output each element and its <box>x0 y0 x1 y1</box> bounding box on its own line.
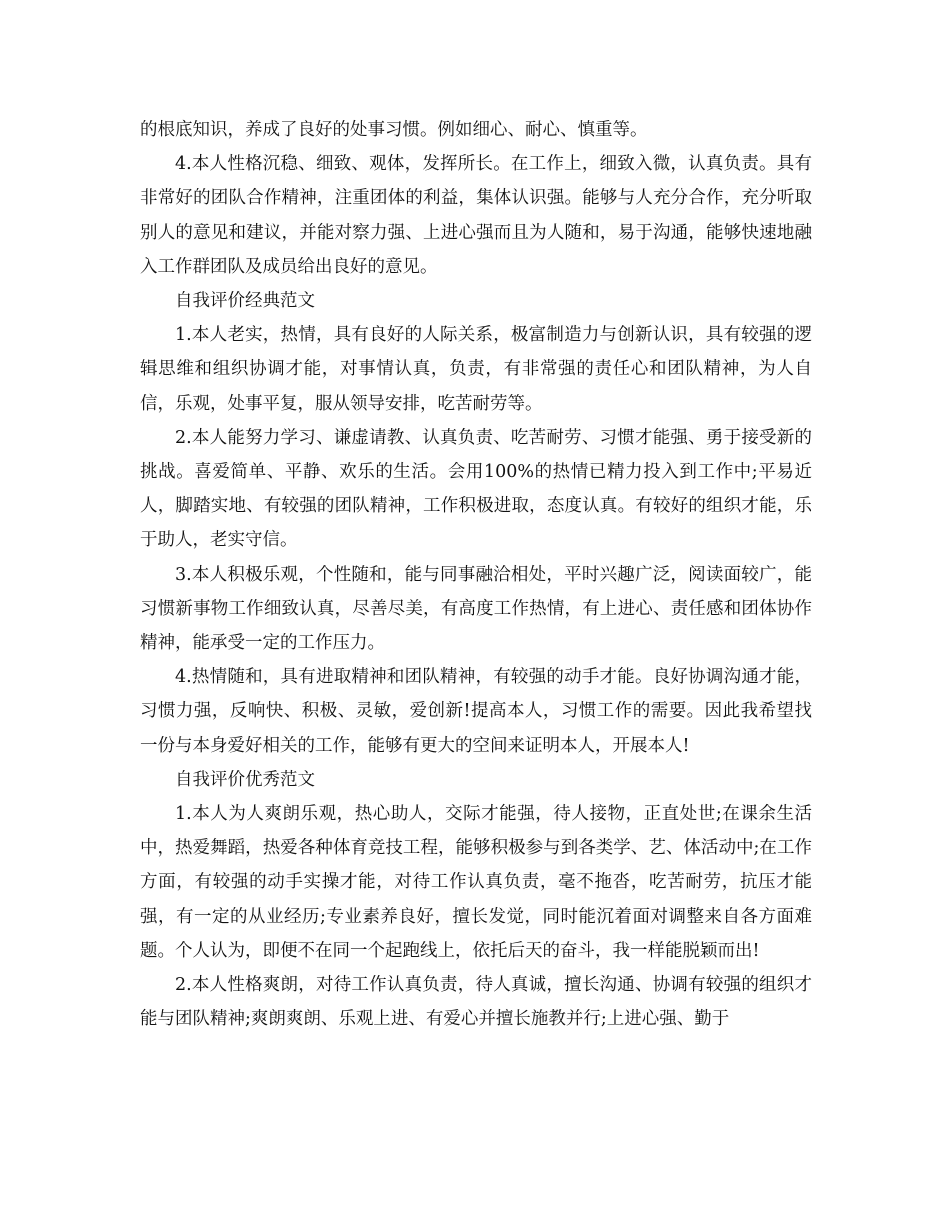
paragraph-item-4-personality: 4.本人性格沉稳、细致、观体，发挥所长。在工作上，细致入微，认真负责。具有非常好的团队合作精神，注重团体的利益，集体认识强。能够与人充分合作，充分听取别人的意见和建议，并能对察力强、上进心强而且为人随和，易于沟通，能够快速地融入工作群团队及成员给出良好的意见。 <box>140 154 812 277</box>
document-body <box>140 113 812 1036</box>
paragraph-excellent-2: 2.本人性格爽朗，对待工作认真负责，待人真诚，擅长沟通、协调有较强的组织才能与团队精神;爽朗爽朗、乐观上进、有爱心并擅长施教并行;上进心强、勤于 <box>140 975 812 1030</box>
paragraph-classic-4: 4.热情随和，具有进取精神和团队精神，有较强的动手才能。良好协调沟通才能，习惯力强，反响快、积极、灵敏，爱创新!提高本人，习惯工作的需要。因此我希望找一份与本身爱好相关的工作，能够有更大的空间来证明本人，开展本人! <box>140 667 812 756</box>
paragraph-classic-1: 1.本人老实，热情，具有良好的人际关系，极富制造力与创新认识，具有较强的逻辑思维和组织协调才能，对事情认真，负责，有非常强的责任心和团队精神，为人自信，乐观，处事平复，服从领导安排，吃苦耐劳等。 <box>140 325 812 414</box>
paragraph-continuation: 的根底知识，养成了良好的处事习惯。例如细心、耐心、慎重等。 <box>140 120 648 140</box>
section-heading-excellent: 自我评价优秀范文 <box>175 769 315 790</box>
paragraph-classic-3: 3.本人积极乐观，个性随和，能与同事融洽相处，平时兴趣广泛，阅读面较广，能习惯新事物工作细致认真，尽善尽美，有高度工作热情，有上进心、责任感和团体协作精神，能承受一定的工作压力。 <box>140 564 812 654</box>
paragraph-excellent-1: 1.本人为人爽朗乐观，热心助人，交际才能强，待人接物，正直处世;在课余生活中，热爱舞蹈，热爱各种体育竞技工程，能够积极参与到各类学、艺、体活动中;在工作方面，有较强的动手实操才能，对待工作认真负责，毫不拖沓，吃苦耐劳，抗压才能强，有一定的从业经历;专业素养良好，擅长发觉，同时能沉着面对调整来自各方面难题。个人认为，即便不在同一个起跑线上，依托后天的奋斗，我一样能脱颖而出! <box>140 804 812 961</box>
section-heading-classic: 自我评价经典范文 <box>175 291 315 312</box>
paragraph-classic-2: 2.本人能努力学习、谦虚请教、认真负责、吃苦耐劳、习惯才能强、勇于接受新的挑战。喜爱简单、平静、欢乐的生活。会用100%的热情已精力投入到工作中;平易近人，脚踏实地、有较强的团队精神，工作积极进取，态度认真。有较好的组织才能，乐于助人，老实守信。 <box>140 427 812 551</box>
